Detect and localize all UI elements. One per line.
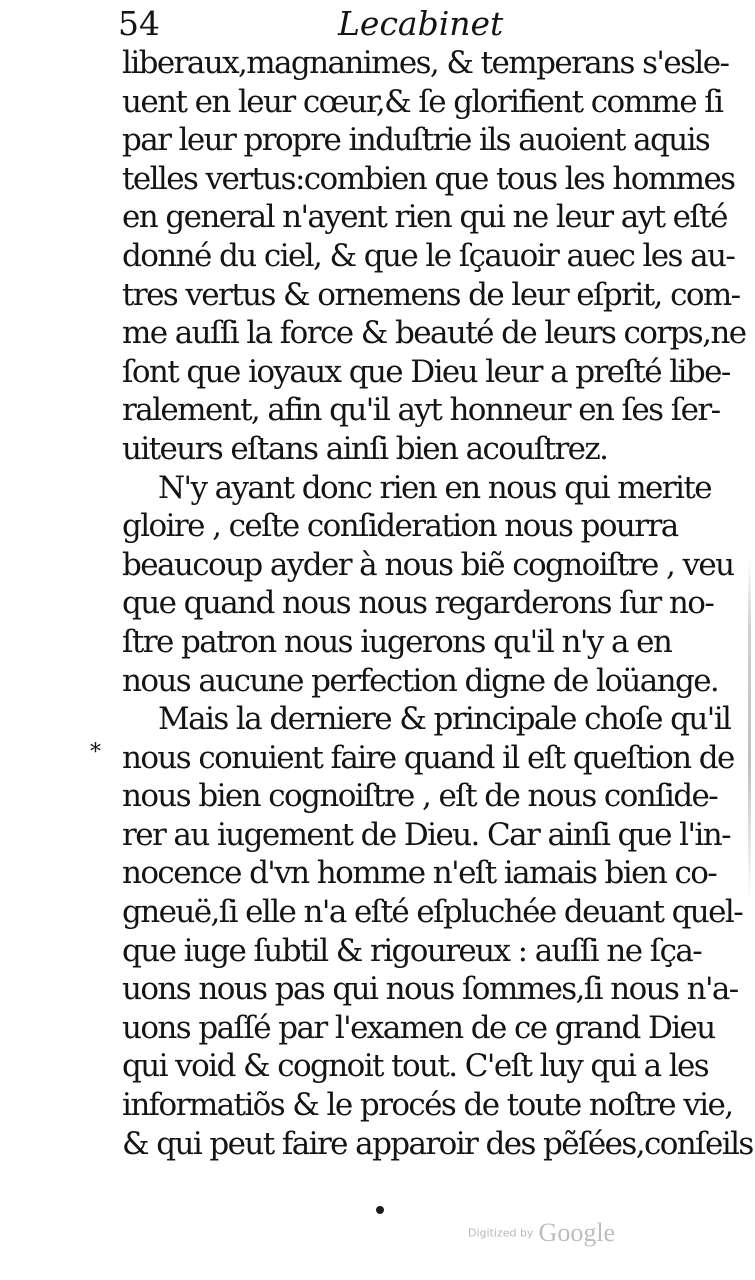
text-line: tres vertus & ornemens de leur eſprit, com- (122, 276, 740, 313)
text-line: nous conuient faire quand il eſt queſtion de (122, 739, 734, 776)
text-line: uiteurs eſtans ainſi bien acouſtrez. (122, 430, 608, 467)
paragraph-start-line: Mais la derniere & principale choſe qu'il (158, 701, 731, 738)
text-line: nous aucune perfection digne de loüange. (122, 662, 719, 699)
digitized-watermark (468, 1218, 615, 1246)
text-line: en general n'ayent rien qui ne leur ayt eſté (122, 199, 727, 236)
body-text (122, 44, 753, 1163)
text-line: nous bien cognoiſtre , eſt de nous conſide- (122, 778, 718, 815)
running-head (118, 2, 710, 46)
watermark-brand: Google (538, 1218, 616, 1247)
text-line: me auſſi la force & beauté de leurs corps,ne (122, 315, 746, 352)
text-line: uent en leur cœur,& ſe glorifient comme ſi (122, 83, 723, 120)
text-line: nocence d'vn homme n'eſt iamais bien co- (122, 855, 717, 892)
ink-speck (376, 1206, 384, 1214)
text-line: que iuge ſubtil & rigoureux : auſſi ne ſça- (122, 932, 702, 969)
text-line: qui void & cognoit tout. C'eſt luy qui a les (122, 1048, 709, 1085)
watermark-prefix: Digitized by (468, 1226, 534, 1240)
text-line: ſtre patron nous iugerons qu'il n'y a en (122, 623, 672, 660)
text-line: uons nous pas qui nous ſommes,ſi nous n'a- (122, 971, 738, 1008)
text-line: telles vertus:combien que tous les hommes (122, 160, 735, 197)
page-number: 54 (118, 4, 160, 43)
text-line: ralement, afin qu'il ayt honneur en ſes ſer- (122, 392, 720, 429)
text-line: & qui peut faire apparoir des pẽſées,conſeils (122, 1125, 753, 1162)
text-line: informatiõs & le procés de toute noſtre vie, (122, 1087, 733, 1124)
text-line: uons paſſé par l'examen de ce grand Dieu (122, 1009, 715, 1046)
text-line: que quand nous nous regarderons ſur no- (122, 585, 714, 622)
margin-asterisk: * (90, 740, 101, 765)
text-line: rer au iugement de Dieu. Car ainſi que l'in- (122, 816, 730, 853)
text-line: par leur propre induſtrie ils auoient aquis (122, 122, 710, 159)
text-line: liberaux,magnanimes, & temperans s'esle- (122, 45, 729, 81)
text-line: donné du ciel, & que le ſçauoir auec les au- (122, 237, 735, 274)
text-line: beaucoup ayder à nous biẽ cognoiſtre , veu (122, 546, 734, 583)
text-line: gneuë,ſi elle n'a eſté eſpluchée deuant quel- (122, 894, 743, 931)
text-line: gloire , ceſte conſideration nous pourra (122, 508, 678, 545)
page-edge-shadow (748, 560, 751, 900)
paragraph-start-line: N'y ayant donc rien en nous qui merite (158, 469, 711, 506)
running-title: Lecabinet (338, 4, 504, 43)
text-line: ſont que ioyaux que Dieu leur a preſté libe- (122, 353, 730, 390)
